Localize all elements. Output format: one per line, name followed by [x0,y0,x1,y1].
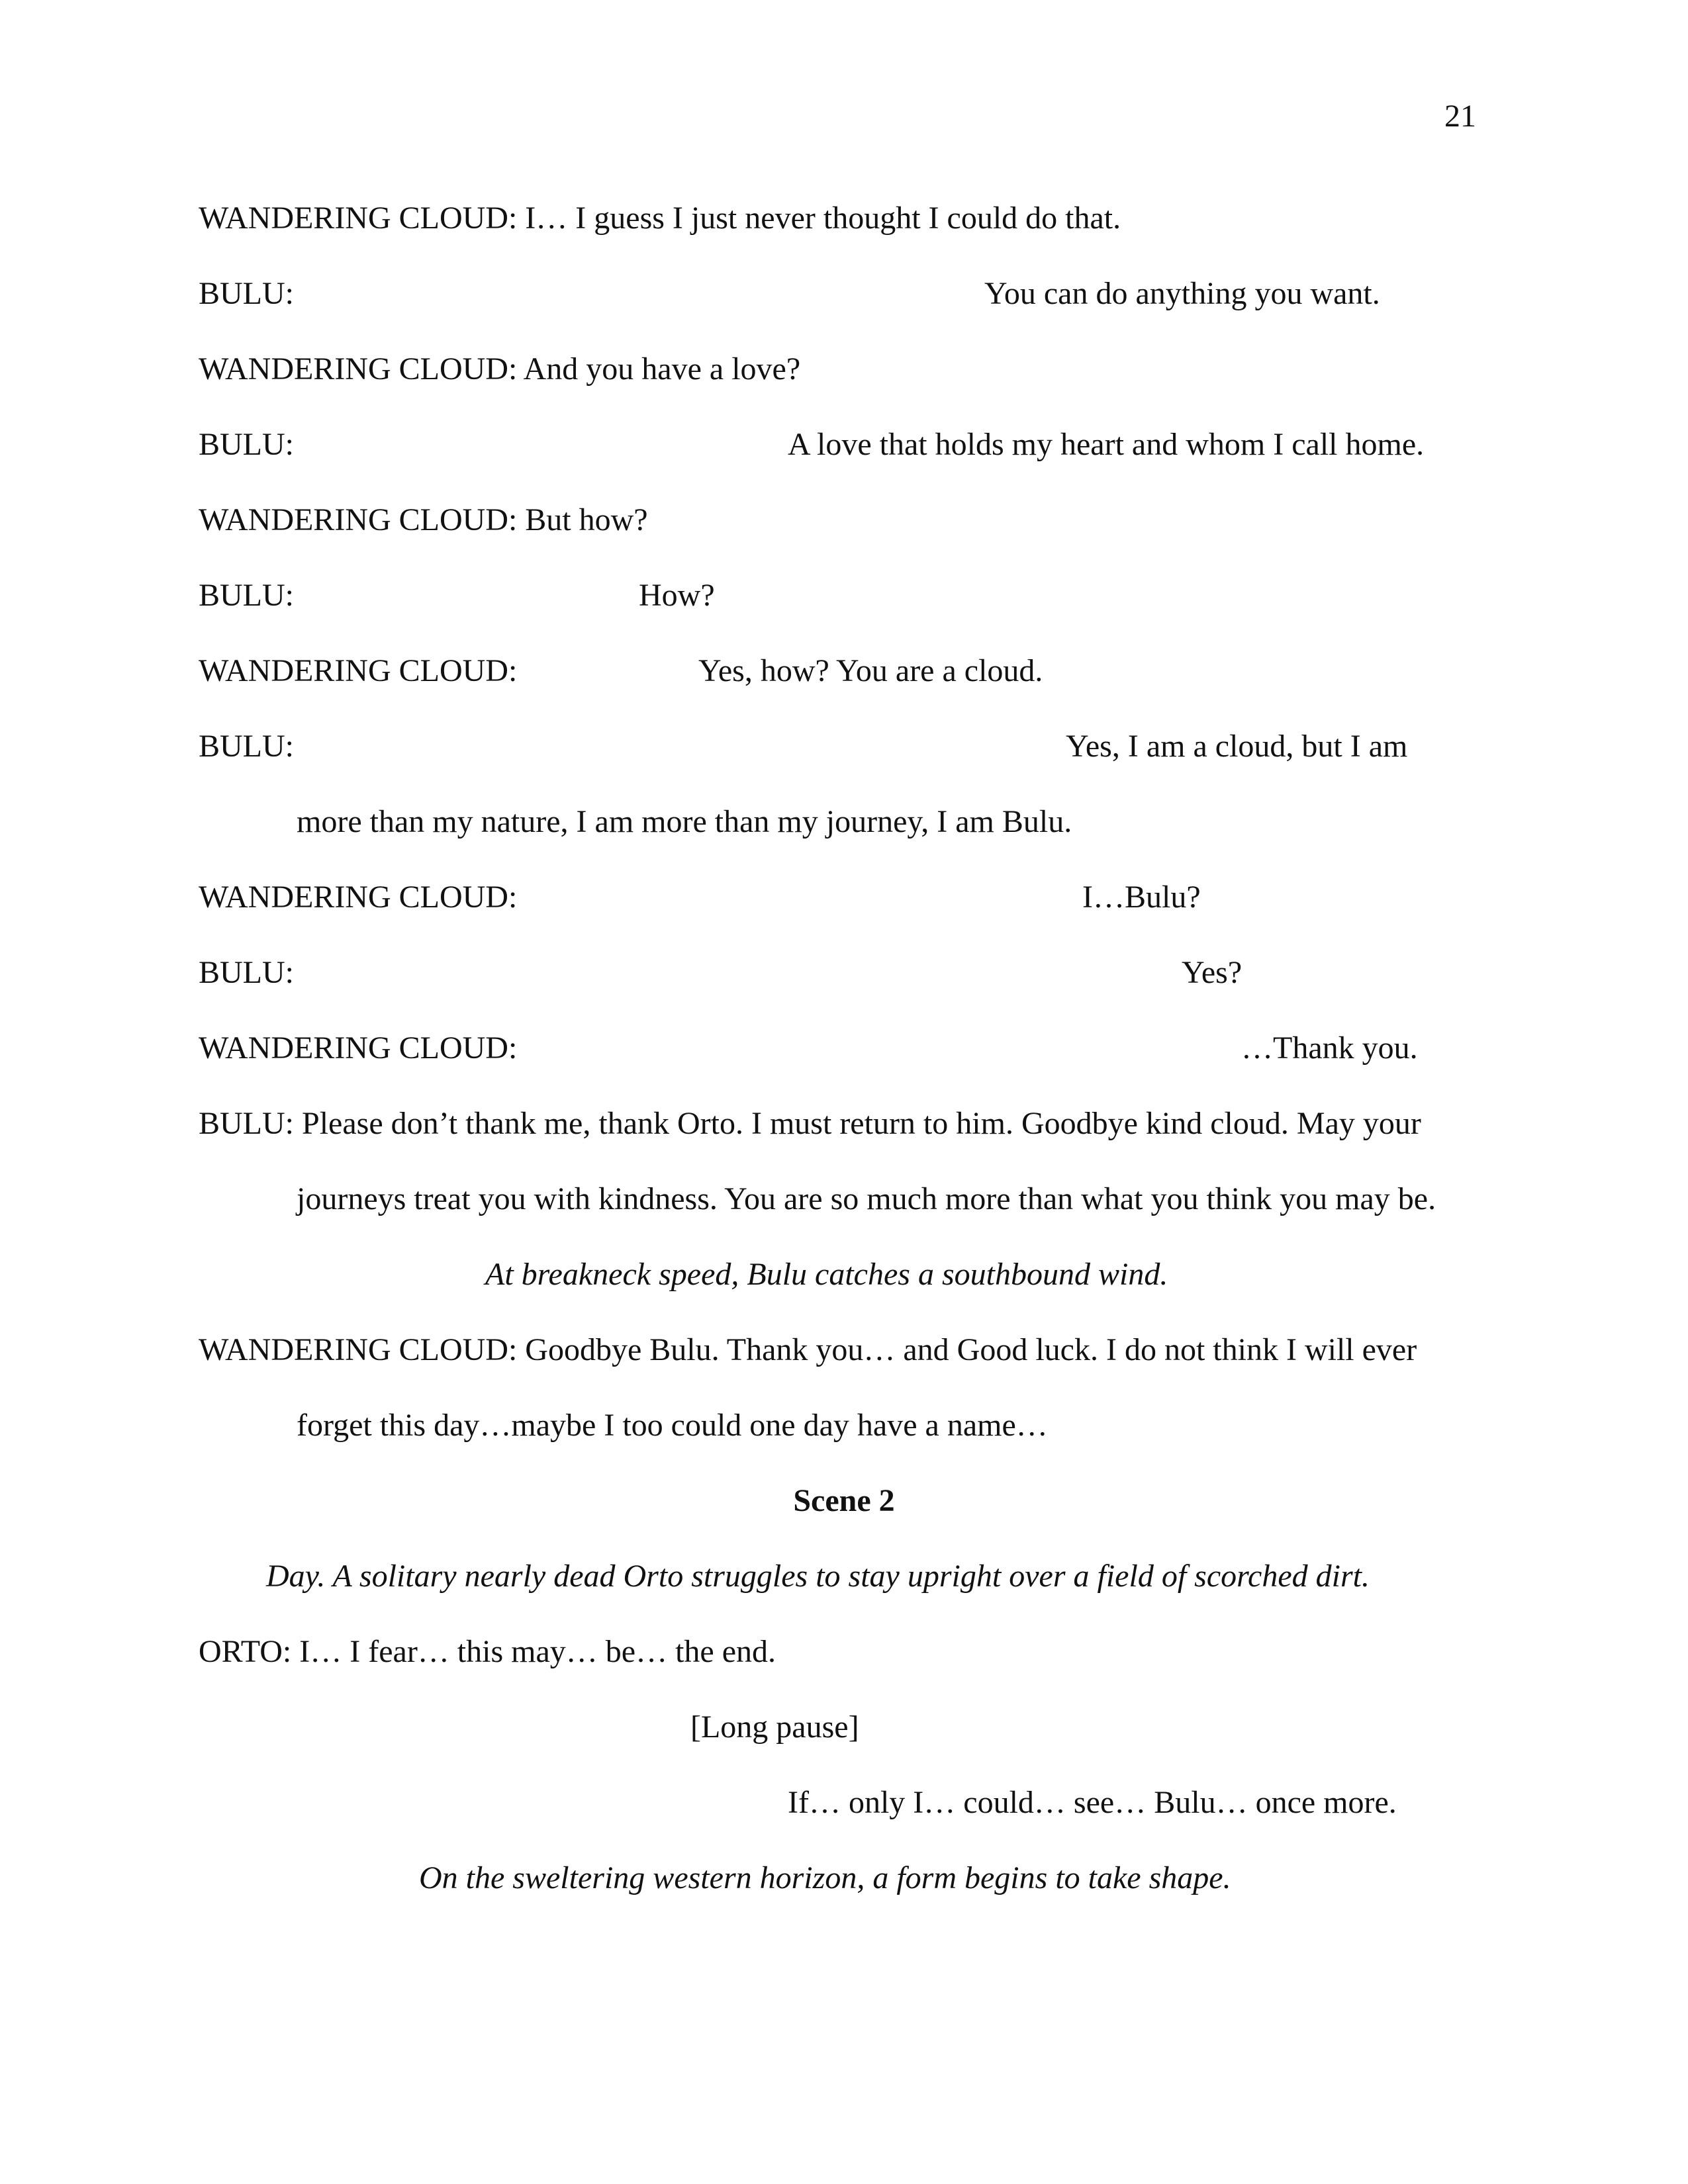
dialogue-continuation: journeys treat you with kindness. You are so much more than what you think you may be. [297,1181,1436,1216]
character-cue: BULU: [199,276,294,311]
dialogue-line: BULU: Please don’t thank me, thank Orto. I must return to him. Goodbye kind cloud. May your [199,1106,1421,1141]
dialogue-line: [Long pause] [690,1709,859,1745]
dialogue-text: I…Bulu? [1082,880,1201,915]
character-cue: BULU: [199,578,294,613]
character-cue: BULU: [199,427,294,462]
dialogue-text: Yes, how? You are a cloud. [698,653,1043,688]
stage-direction: Day. A solitary nearly dead Orto struggles to stay upright over a field of scorched dirt. [266,1559,1370,1594]
dialogue-line: WANDERING CLOUD: Goodbye Bulu. Thank you… and Good luck. I do not think I will ever [199,1332,1417,1367]
character-cue: WANDERING CLOUD: [199,1030,518,1066]
dialogue-line: WANDERING CLOUD: I… I guess I just never thought I could do that. [199,201,1121,236]
dialogue-text: …Thank you. [1241,1030,1418,1066]
page-number: 21 [1444,99,1476,134]
character-cue: BULU: [199,955,294,990]
dialogue-line: WANDERING CLOUD: But how? [199,502,648,537]
dialogue-line: If… only I… could… see… Bulu… once more. [788,1785,1397,1820]
dialogue-line: WANDERING CLOUD: And you have a love? [199,351,801,387]
dialogue-line: ORTO: I… I fear… this may… be… the end. [199,1634,776,1669]
dialogue-text: You can do anything you want. [984,276,1380,311]
dialogue-continuation: more than my nature, I am more than my journey, I am Bulu. [297,804,1072,839]
dialogue-text: How? [639,578,715,613]
character-cue: WANDERING CLOUD: [199,880,518,915]
dialogue-text: Yes? [1182,955,1243,990]
dialogue-text: Yes, I am a cloud, but I am [1066,729,1408,764]
character-cue: BULU: [199,729,294,764]
character-cue: WANDERING CLOUD: [199,653,518,688]
dialogue-text: A love that holds my heart and whom I call home. [788,427,1425,462]
scene-heading: Scene 2 [793,1483,895,1518]
dialogue-continuation: forget this day…maybe I too could one day have a name… [297,1408,1048,1443]
stage-direction: At breakneck speed, Bulu catches a southbound wind. [485,1257,1168,1292]
stage-direction: On the sweltering western horizon, a form begins to take shape. [419,1860,1231,1895]
